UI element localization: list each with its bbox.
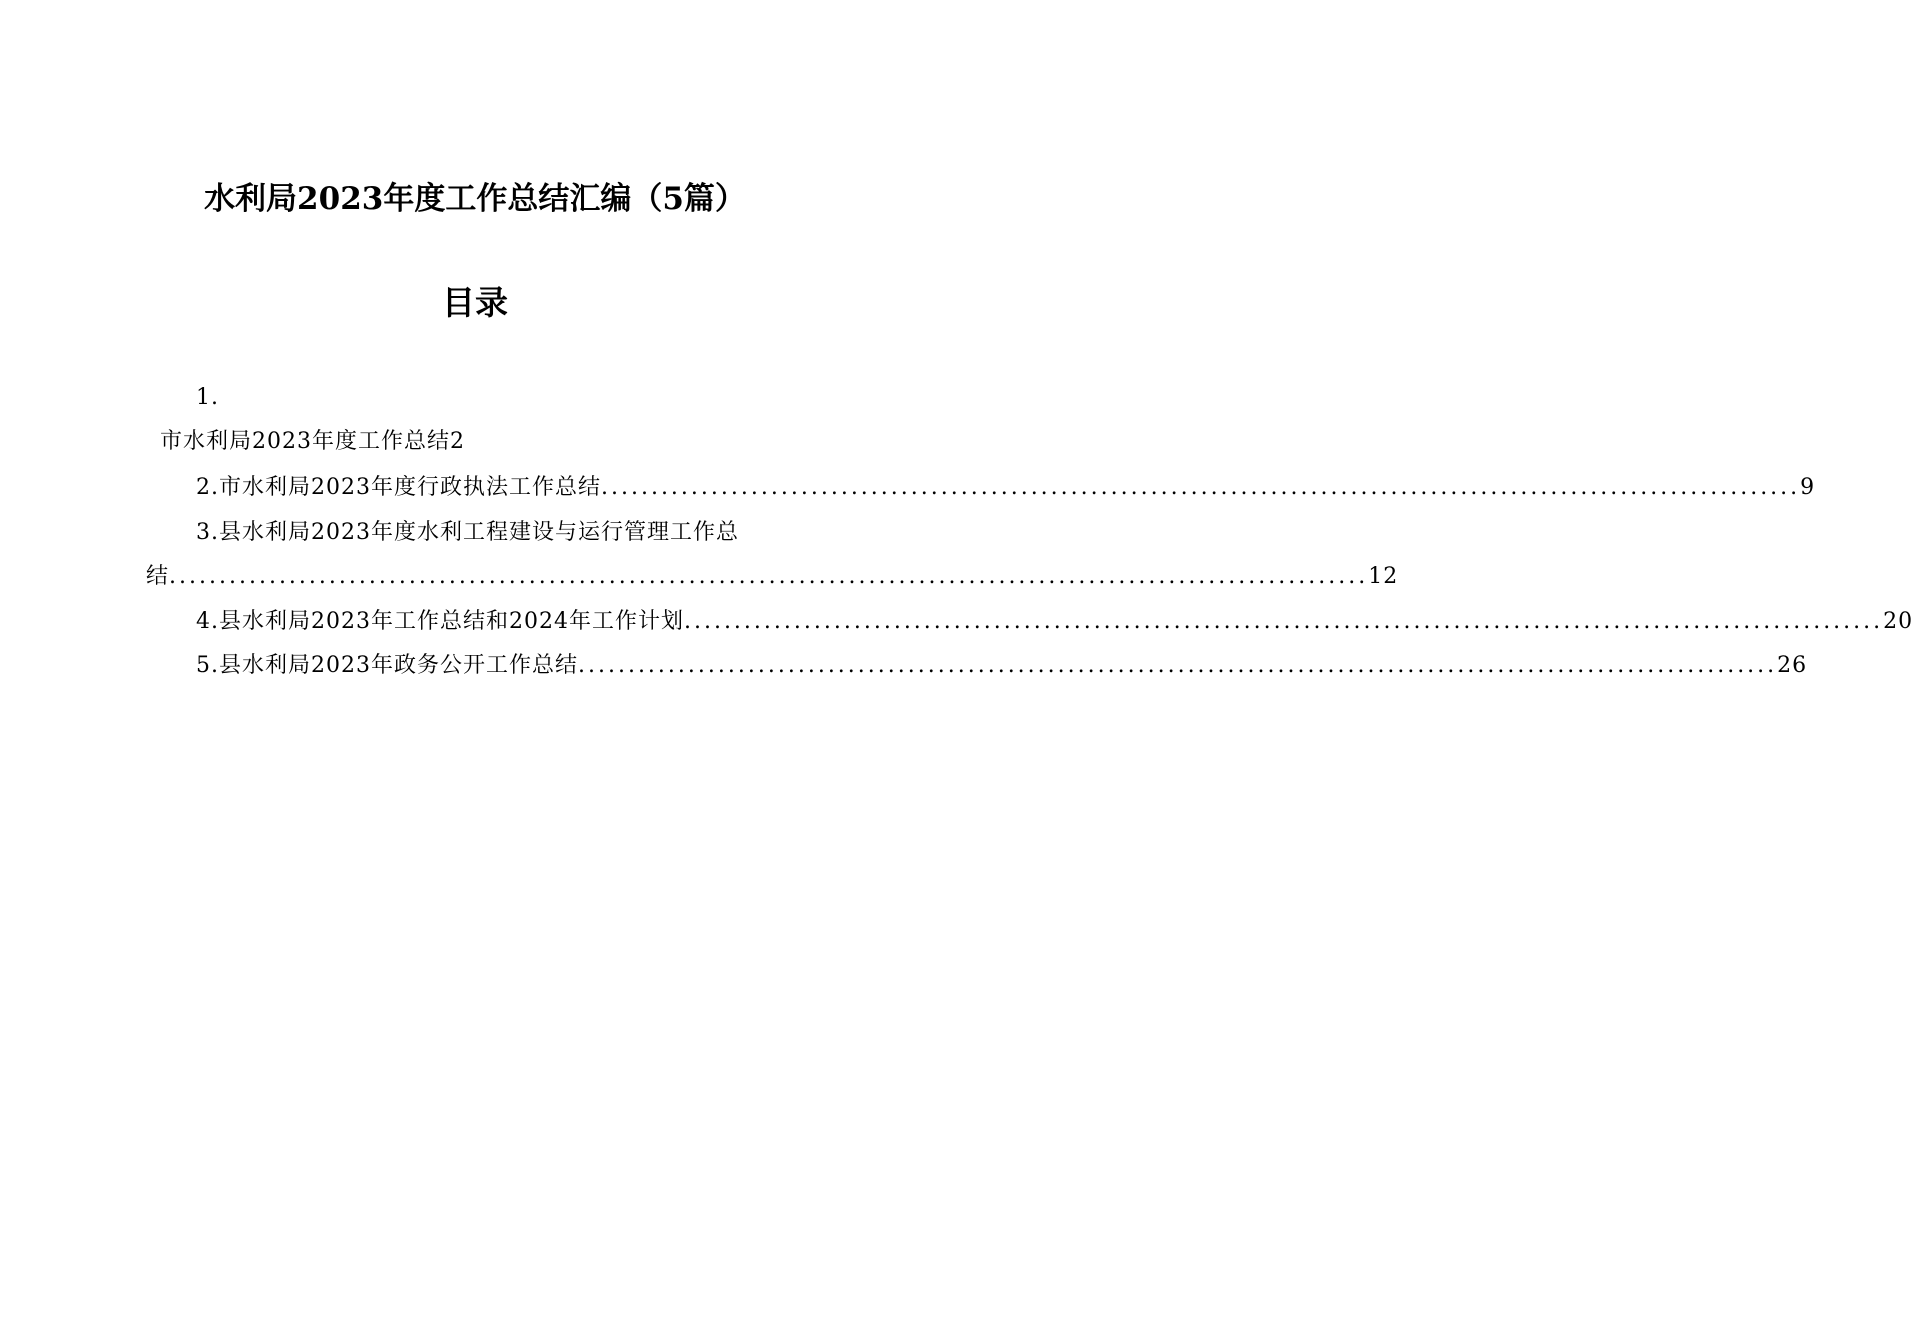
toc-entry-1-page: 2: [450, 429, 465, 454]
toc-entry-1[interactable]: [160, 427, 465, 457]
toc-leader-dots: ........................................................................................................................: [683, 609, 1884, 634]
toc-entry-4-page: 20: [1883, 609, 1913, 634]
toc-leader-dots: ........................................................................................................................: [169, 564, 1369, 589]
toc-entry-3-page: 12: [1368, 564, 1399, 589]
toc-entry-3-line1[interactable]: 3.县水利局2023年度水利工程建设与运行管理工作总: [196, 520, 739, 545]
toc-entry-5-label: 5.县水利局2023年政务公开工作总结: [196, 653, 578, 678]
toc-entry-2[interactable]: [196, 473, 1816, 503]
toc-entry-4-label: 4.县水利局2023年工作总结和2024年工作计划: [196, 609, 684, 634]
toc-entry-3[interactable]: [146, 562, 1399, 592]
toc-entry-3-label: 结: [146, 564, 170, 589]
toc-heading: 目录: [442, 283, 508, 322]
toc-entry-2-page: 9: [1800, 475, 1816, 500]
toc-entry-1-label: 市水利局2023年度工作总结: [160, 429, 450, 454]
toc-entry-2-label: 2.市水利局2023年度行政执法工作总结: [196, 475, 601, 500]
toc-entry-4[interactable]: [196, 607, 1913, 637]
toc-entry-5-page: 26: [1777, 653, 1808, 678]
toc-leader-dots: ........................................................................................................................: [577, 653, 1778, 678]
toc-leader-dots: ........................................................................................................................: [600, 475, 1801, 500]
toc-entry-5[interactable]: [196, 651, 1808, 681]
toc-entry-1-number[interactable]: 1.: [196, 385, 219, 410]
document-title: 水利局2023年度工作总结汇编（5篇）: [204, 181, 746, 217]
